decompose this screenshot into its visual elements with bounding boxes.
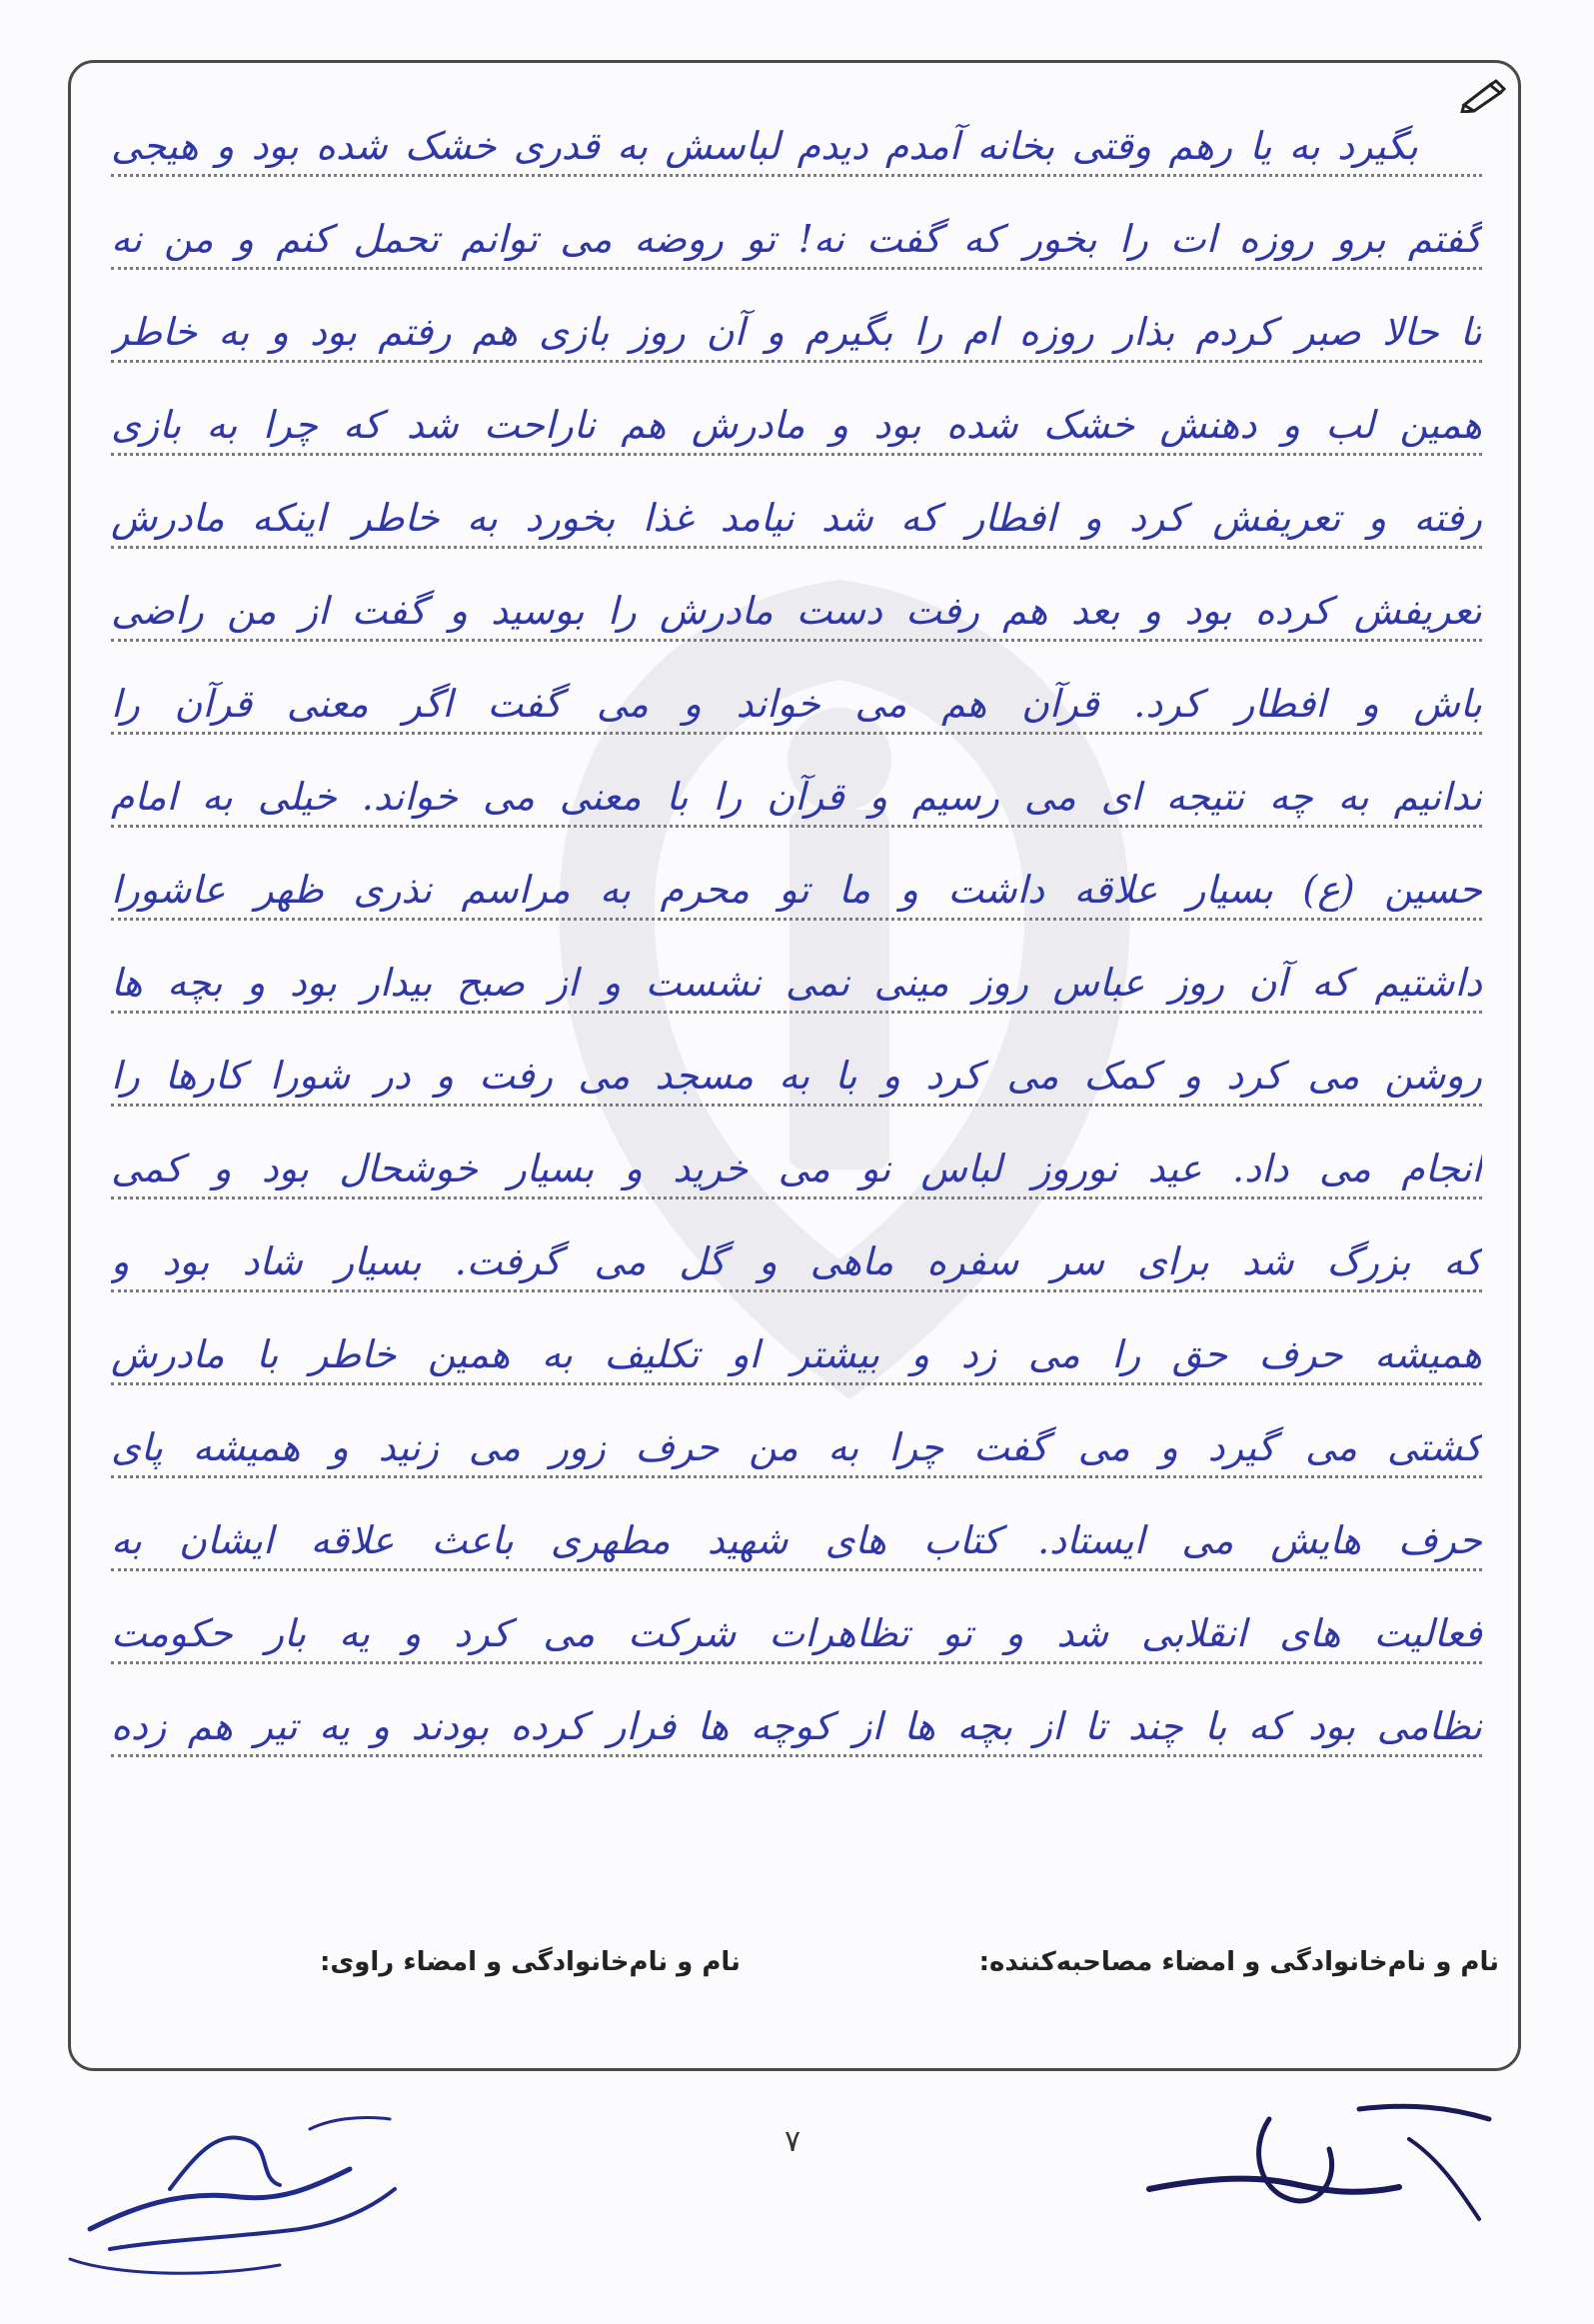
line-text: تعریفش کرده بود و بعد هم رفت دست مادرش را بوسید و گفت از من راضی bbox=[111, 589, 1482, 633]
handwritten-line bbox=[111, 752, 1482, 828]
line-text: گفتم برو روزه ات را بخور که گفت نه! تو روضه می توانم تحمل کنم و من نه bbox=[111, 217, 1482, 261]
line-text: نظامی بود که با چند تا از بچه ها از کوچه ها فرار کرده بودند و یه تیر هم زده bbox=[111, 1704, 1482, 1748]
handwritten-line bbox=[111, 1588, 1482, 1664]
handwritten-line bbox=[111, 380, 1482, 456]
line-text: حسین (ع) بسیار علاقه داشت و ما تو محرم به مراسم نذری ظهر عاشورا bbox=[111, 868, 1482, 912]
line-text: ندانیم به چه نتیجه ای می رسیم و قرآن را با معنی می خواند. خیلی به امام bbox=[111, 775, 1482, 819]
line-text: حرف هایش می ایستاد. کتاب های شهید مطهری باعث علاقه ایشان به bbox=[111, 1518, 1482, 1562]
handwritten-line bbox=[111, 287, 1482, 363]
line-text: روشن می کرد و کمک می کرد و با به مسجد می رفت و در شورا کارها را bbox=[111, 1054, 1482, 1098]
handwritten-line bbox=[111, 1495, 1482, 1571]
handwritten-line bbox=[111, 1402, 1482, 1478]
handwritten-line bbox=[111, 1031, 1482, 1107]
line-text: که بزرگ شد برای سر سفره ماهی و گل می گرفت. بسیار شاد بود و bbox=[111, 1239, 1482, 1283]
handwritten-line bbox=[111, 1124, 1482, 1199]
line-text: همین لب و دهنش خشک شده بود و مادرش هم ناراحت شد که چرا به بازی bbox=[111, 403, 1482, 447]
line-text: همیشه حرف حق را می زد و بیشتر او تکلیف به همین خاطر با مادرش bbox=[111, 1332, 1482, 1376]
page-number: ۷ bbox=[785, 2124, 801, 2159]
handwritten-line bbox=[111, 566, 1482, 642]
handwritten-line bbox=[111, 1681, 1482, 1757]
line-text: بگیرد به یا رهم وقتی بخانه آمدم دیدم لباسش به قدری خشک شده بود و هیجی bbox=[111, 124, 1418, 168]
line-text: کشتی می گیرد و می گفت چرا به من حرف زور می زنید و همیشه پای bbox=[111, 1425, 1482, 1469]
line-text: رفته و تعریفش کرد و افطار که شد نیامد غذا بخورد به خاطر اینکه مادرش bbox=[111, 496, 1482, 540]
line-text: انجام می داد. عید نوروز لباس نو می خرید و بسیار خوشحال بود و کمی bbox=[111, 1147, 1482, 1190]
interviewer-signature-label: نام و نام‌خانوادگی و امضاء مصاحبه‌کننده: bbox=[978, 1947, 1499, 1977]
page-frame bbox=[68, 60, 1521, 2071]
handwritten-line bbox=[111, 101, 1482, 177]
line-text: باش و افطار کرد. قرآن هم می خواند و می گفت اگر معنی قرآن را bbox=[111, 682, 1482, 726]
handwritten-line bbox=[111, 938, 1482, 1014]
line-text: تا حالا صبر کردم بذار روزه ام را بگیرم و آن روز بازی هم رفتم بود و به خاطر bbox=[111, 310, 1482, 354]
handwritten-line bbox=[111, 473, 1482, 549]
handwritten-line bbox=[111, 659, 1482, 735]
line-text: فعالیت های انقلابی شد و تو تظاهرات شرکت می کرد و یه بار حکومت bbox=[111, 1611, 1482, 1655]
handwritten-line bbox=[111, 1216, 1482, 1292]
interviewer-signature-icon bbox=[1109, 2079, 1509, 2279]
narrator-signature-icon bbox=[50, 2089, 410, 2289]
narrator-signature-label: نام و نام‌خانوادگی و امضاء راوی: bbox=[320, 1947, 741, 1977]
handwritten-line bbox=[111, 194, 1482, 270]
handwritten-line bbox=[111, 1309, 1482, 1385]
handwritten-line bbox=[111, 845, 1482, 921]
line-text: داشتیم که آن روز عباس روز مینی نمی نشست و از صبح بیدار بود و بچه ها bbox=[111, 961, 1482, 1005]
